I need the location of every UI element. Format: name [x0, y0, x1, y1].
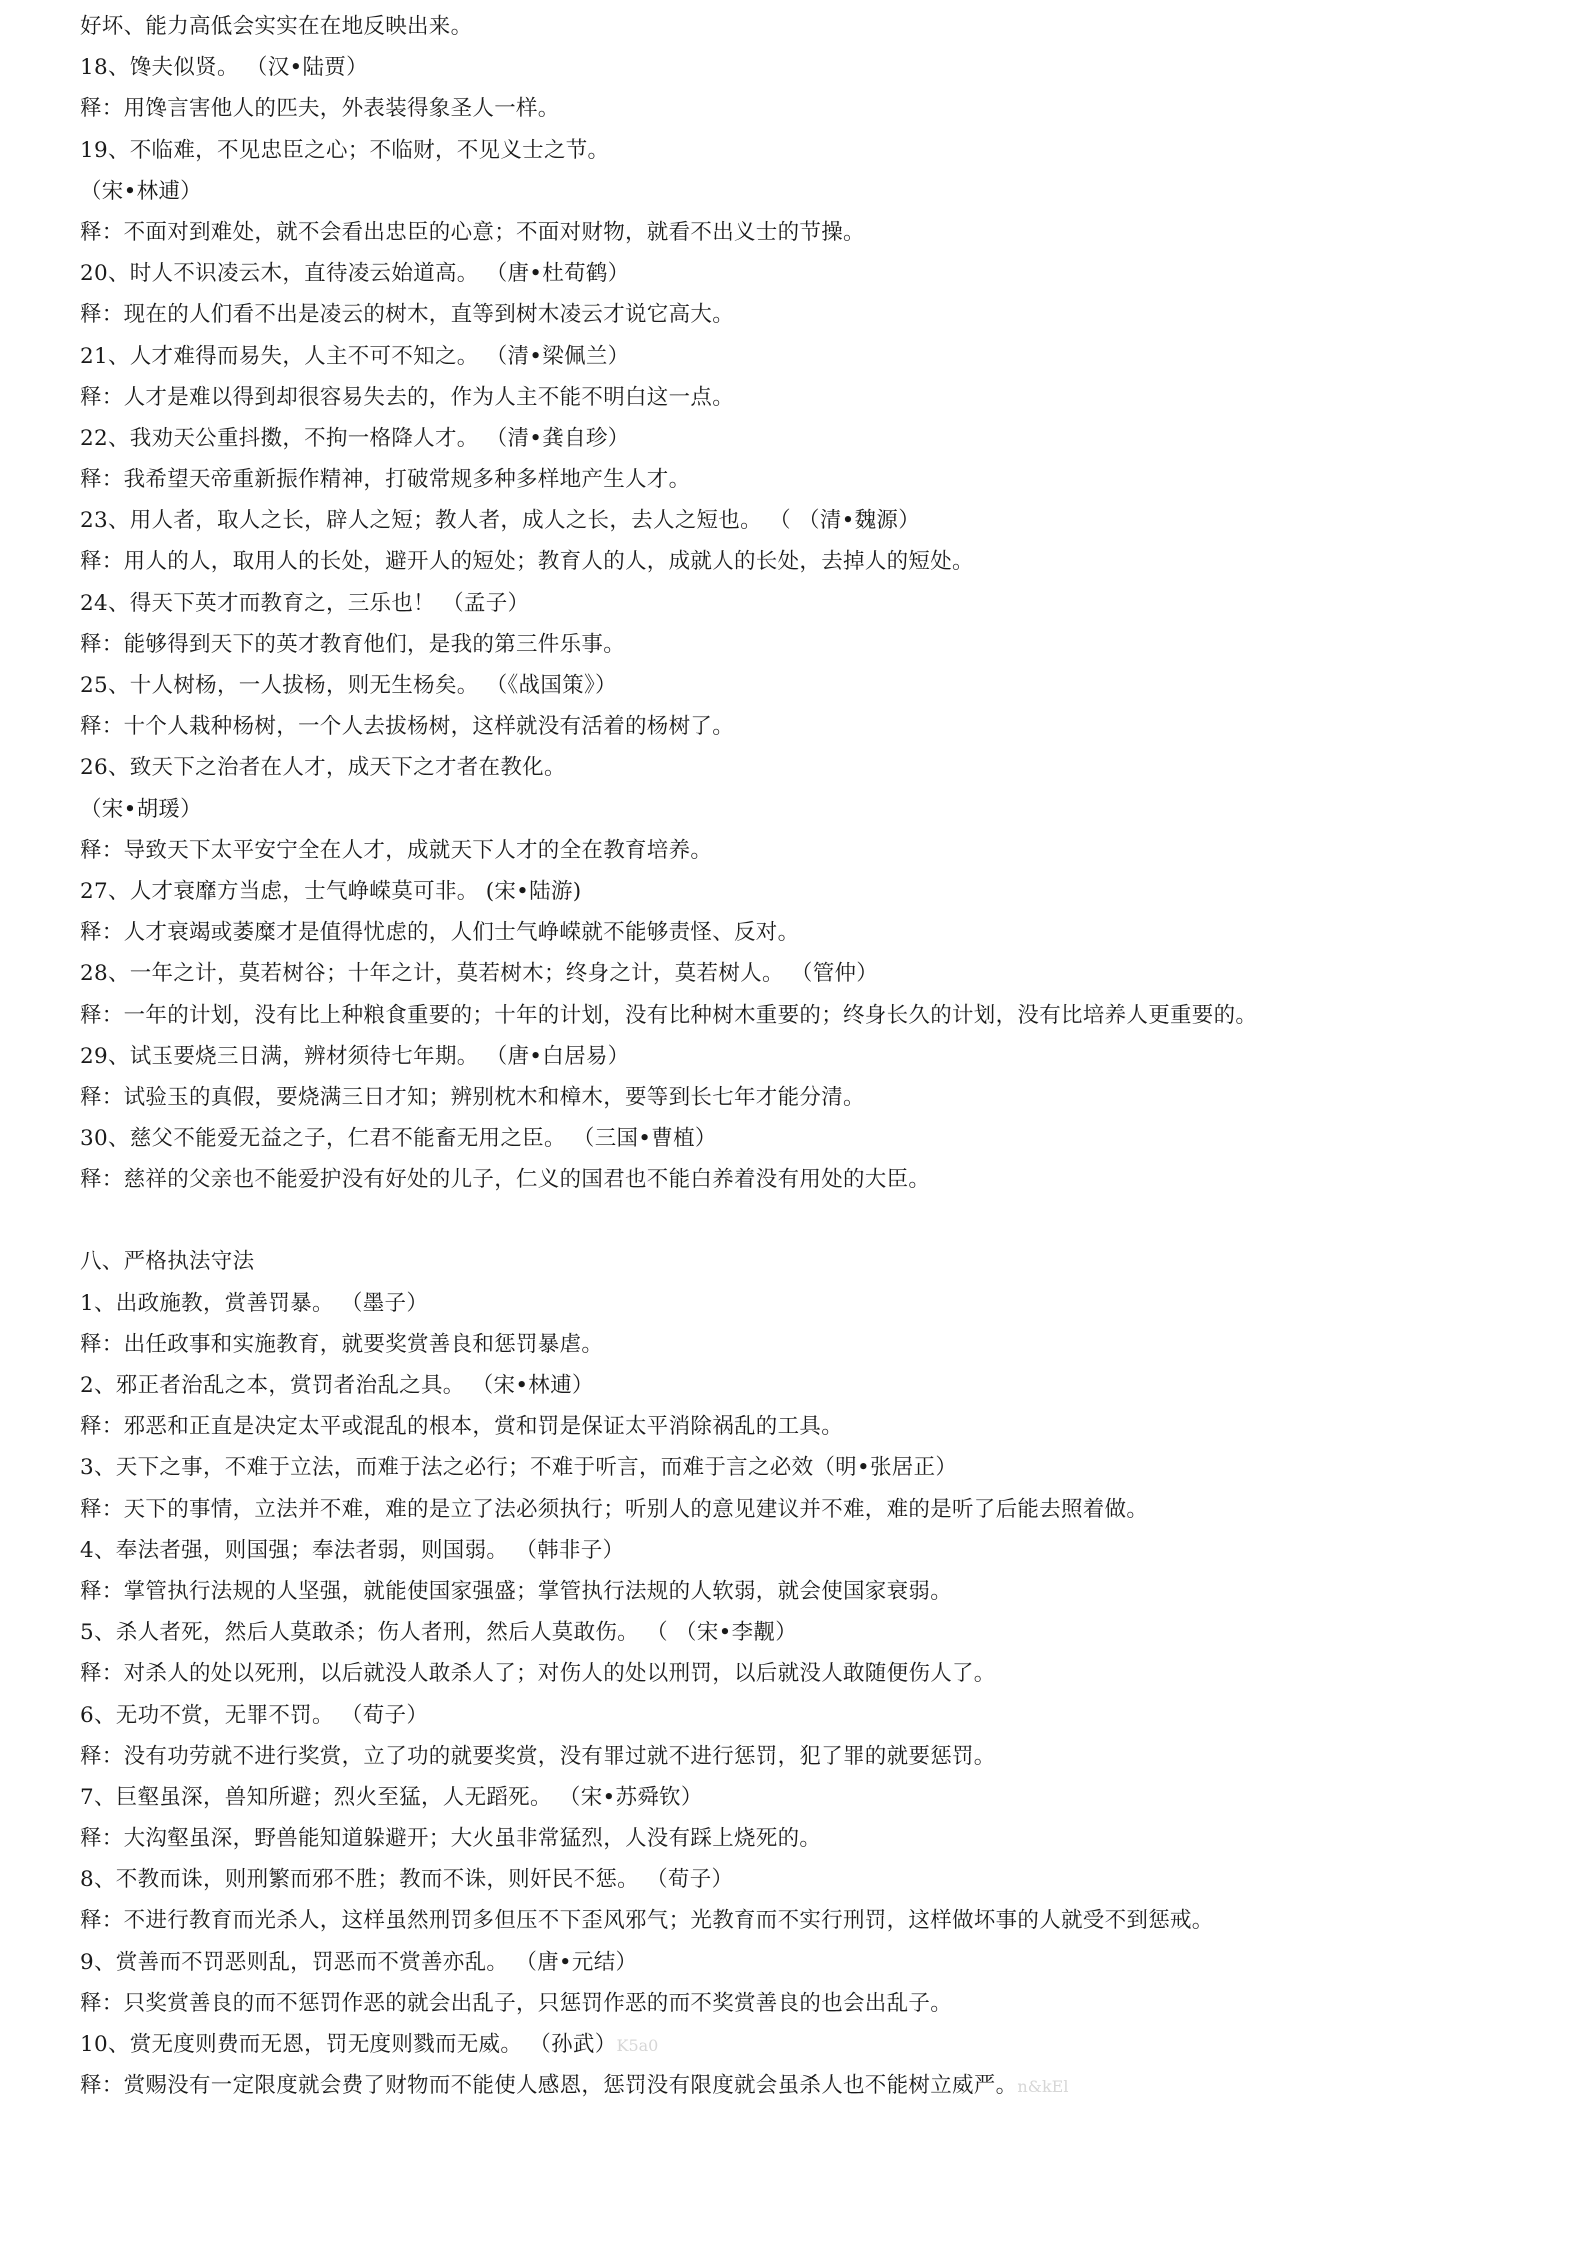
section-gap [80, 1200, 1560, 1241]
quote-line: 4、奉法者强，则国强；奉法者弱，则国弱。 （韩非子） [80, 1537, 625, 1563]
quote-line: 30、慈父不能爱无益之子，仁君不能畜无用之臣。 （三国•曹植） [80, 1126, 717, 1152]
quote-line: 22、我劝天公重抖擞，不拘一格降人才。 （清•龚自珍） [80, 425, 630, 451]
quote-line: 18、馋夫似贤。 （汉•陆贾） [80, 55, 368, 81]
quote-line: 19、不临难，不见忠臣之心；不临财，不见义士之节。 [80, 137, 610, 163]
quote-line-10 [80, 2024, 1560, 2065]
explanation-line: 释：人才是难以得到却很容易失去的，作为人主不能不明白这一点。 [80, 384, 735, 410]
watermark-text: K5a0 [616, 2036, 659, 2055]
quote-line: 24、得天下英才而教育之，三乐也！ （孟子） [80, 590, 530, 616]
explanation-line: 释：邪恶和正直是决定太平或混乱的根本，赏和罚是保证太平消除祸乱的工具。 [80, 1414, 844, 1440]
explanation-line: 释：十个人栽种杨树，一个人去拔杨树，这样就没有活着的杨树了。 [80, 714, 735, 740]
explanation-line: 释：人才衰竭或萎糜才是值得忧虑的，人们士气峥嵘就不能够责怪、反对。 [80, 920, 800, 946]
quote-line: 23、用人者，取人之长，辟人之短；教人者，成人之长，去人之短也。 （ （清•魏源） [80, 508, 921, 534]
explanation-line: 释：天下的事情，立法并不难，难的是立了法必须执行；听别人的意见建议并不难，难的是听了后能去照着做。 [80, 1496, 1149, 1522]
explanation-line: 释：用馋言害他人的匹夫，外表装得象圣人一样。 [80, 96, 560, 122]
explanation-line-10 [80, 2065, 1560, 2106]
quote-line: 6、无功不赏，无罪不罚。 （荀子） [80, 1702, 429, 1728]
explanation-line: 释：出任政事和实施教育，就要奖赏善良和惩罚暴虐。 [80, 1331, 604, 1357]
quote-line: 2、邪正者治乱之本，赏罚者治乱之具。 （宋•林逋） [80, 1373, 594, 1398]
quote-line: 21、人才难得而易失，人主不可不知之。 （清•梁佩兰） [80, 343, 630, 369]
explanation-line: 释：现在的人们看不出是凌云的树木，直等到树木凌云才说它高大。 [80, 302, 735, 328]
quote-line: 1、出政施教，赏善罚暴。 （墨子） [80, 1290, 429, 1316]
explanation-line: 释：试验玉的真假，要烧满三日才知；辨别枕木和樟木，要等到长七年才能分清。 [80, 1084, 865, 1110]
explanation-line: 释：对杀人的处以死刑，以后就没人敢杀人了；对伤人的处以刑罚，以后就没人敢随便伤人了。 [80, 1661, 996, 1687]
explanation-line: 释：不进行教育而光杀人，这样虽然刑罚多但压不下歪风邪气；光教育而不实行刑罚，这样做坏事的人就受不到惩戒。 [80, 1908, 1214, 1934]
quote-line: 7、巨壑虽深，兽知所避；烈火至猛，人无蹈死。 （宋•苏舜钦） [80, 1784, 703, 1810]
explanation-line: 释：大沟壑虽深，野兽能知道躲避开；大火虽非常猛烈，人没有踩上烧死的。 [80, 1826, 822, 1852]
quote-line: 3、天下之事，不难于立法，而难于法之必行；不难于听言，而难于言之必效（明•张居正） [80, 1455, 958, 1481]
explanation-line: 释：掌管执行法规的人坚强，就能使国家强盛；掌管执行法规的人软弱，就会使国家衰弱。 [80, 1578, 953, 1604]
explanation-line: 释：只奖赏善良的而不惩罚作恶的就会出乱子，只惩罚作恶的而不奖赏善良的也会出乱子。 [80, 1990, 953, 2016]
explanation-line: 释：慈祥的父亲也不能爱护没有好处的儿子，仁义的国君也不能白养着没有用处的大臣。 [80, 1167, 931, 1193]
quotes-law-section [80, 1283, 1560, 2024]
quote-line: （宋•胡瑗） [80, 796, 202, 822]
explanation-line: 释：用人的人，取用人的长处，避开人的短处；教育人的人，成就人的长处，去掉人的短处。 [80, 549, 974, 575]
quote-line: （宋•林逋） [80, 178, 202, 204]
explanation-line: 释：能够得到天下的英才教育他们，是我的第三件乐事。 [80, 631, 626, 657]
quote-line: 5、杀人者死，然后人莫敢杀；伤人者刑，然后人莫敢伤。 （ （宋•李觏） [80, 1620, 798, 1646]
quote-line: 28、一年之计，莫若树谷；十年之计，莫若树木；终身之计，莫若树人。 （管仲） [80, 961, 879, 987]
document-page [80, 6, 1560, 2106]
quote-line: 20、时人不识凌云木，直待凌云始道高。 （唐•杜荀鹤） [80, 261, 630, 287]
quote-line: 好坏、能力高低会实实在在地反映出来。 [80, 14, 473, 39]
explanation-line: 释：没有功劳就不进行奖赏，立了功的就要奖赏，没有罪过就不进行惩罚，犯了罪的就要惩罚。 [80, 1743, 996, 1769]
quote-line: 25、十人树杨，一人拔杨，则无生杨矣。 （《战国策》） [80, 673, 617, 698]
quote-line: 29、试玉要烧三日满，辨材须待七年期。 （唐•白居易） [80, 1043, 630, 1069]
quote-line: 9、赏善而不罚恶则乱，罚恶而不赏善亦乱。 （唐•元结） [80, 1949, 638, 1975]
quote-line: 8、不教而诛，则刑繁而邪不胜；教而不诛，则奸民不惩。 （荀子） [80, 1867, 734, 1893]
explanation-text: 释：赏赐没有一定限度就会费了财物而不能使人感恩，惩罚没有限度就会虽杀人也不能树立威严。 [80, 2073, 1018, 2099]
quote-line: 26、致天下之治者在人才，成天下之才者在教化。 [80, 755, 566, 781]
explanation-line: 释：我希望天帝重新振作精神，打破常规多种多样地产生人才。 [80, 467, 691, 493]
quote-text: 10、赏无度则费而无恩，罚无度则戮而无威。 （孙武） [80, 2032, 617, 2057]
explanation-line: 释：一年的计划，没有比上种粮食重要的；十年的计划，没有比种树木重要的；终身长久的计划，没有比培养人更重要的。 [80, 1002, 1258, 1028]
quotes-talent-section [80, 6, 1560, 1200]
quote-line: 27、人才衰靡方当虑，士气峥嵘莫可非。 (宋•陆游) [80, 878, 582, 904]
explanation-line: 释：不面对到难处，就不会看出忠臣的心意；不面对财物，就看不出义士的节操。 [80, 219, 865, 245]
explanation-line: 释：导致天下太平安宁全在人才，成就天下人才的全在教育培养。 [80, 837, 713, 863]
section-heading: 八、严格执法守法 [80, 1249, 255, 1275]
watermark-text: n&kEl [1017, 2077, 1069, 2097]
